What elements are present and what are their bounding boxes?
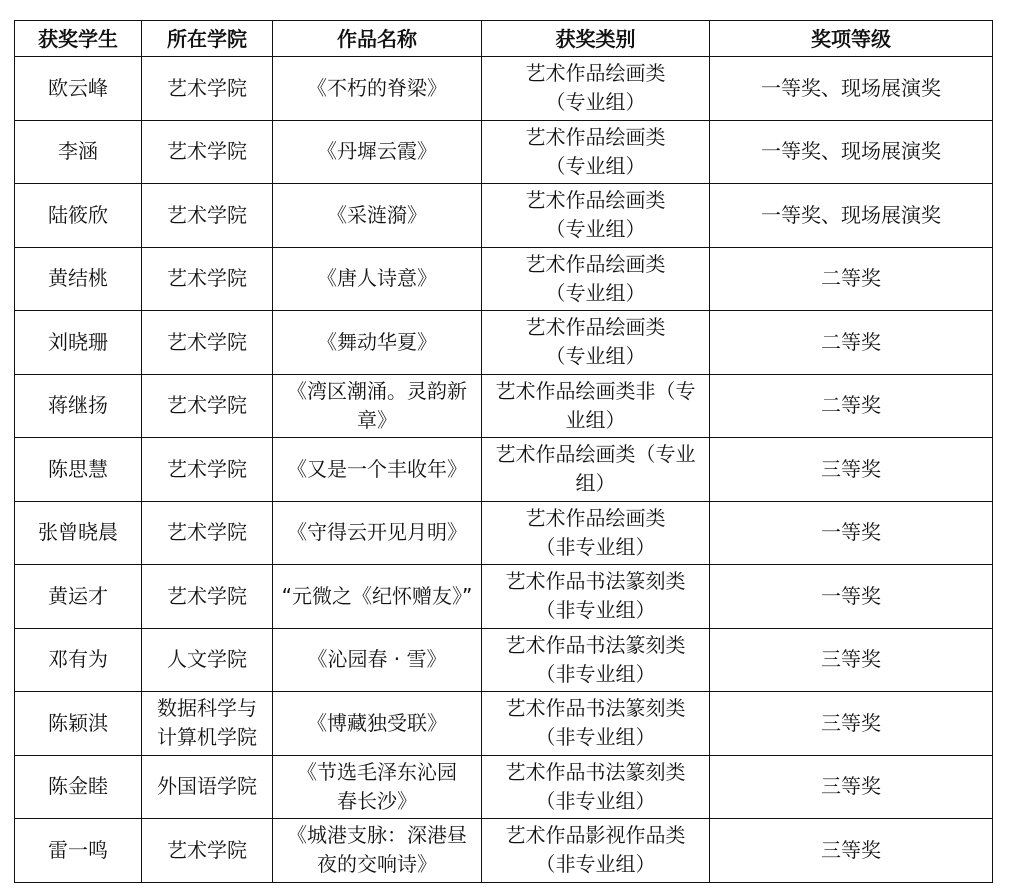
cell-award-category-text: 艺术作品书法篆刻类 （非专业组） <box>505 569 686 623</box>
cell-college-text: 艺术学院 <box>167 139 247 164</box>
cell-award-level <box>710 311 993 375</box>
table-row <box>15 565 993 629</box>
cell-award-level-text: 一等奖、现场展演奖 <box>761 139 941 164</box>
cell-award-level <box>710 57 993 121</box>
cell-award-category-text: 艺术作品绘画类（专业 组） <box>495 442 696 496</box>
cell-award-level-text: 二等奖 <box>821 329 881 354</box>
cell-work-title-text: 《又是一个丰收年》 <box>287 456 467 481</box>
cell-student <box>15 438 142 502</box>
cell-work-title-text: “元微之《纪怀赠友》” <box>281 583 473 608</box>
cell-award-category-text: 艺术作品书法篆刻类 （非专业组） <box>505 632 686 686</box>
cell-work-title <box>273 374 482 438</box>
cell-work-title <box>273 819 482 883</box>
cell-work-title <box>273 565 482 629</box>
cell-student <box>15 565 142 629</box>
cell-college-text: 艺术学院 <box>167 266 247 291</box>
cell-work-title-text: 《采涟漪》 <box>327 202 427 227</box>
cell-college <box>142 247 273 311</box>
cell-award-category-text: 艺术作品绘画类 （专业组） <box>525 61 666 115</box>
cell-college-text: 数据科学与 计算机学院 <box>157 696 257 750</box>
cell-award-category-text: 艺术作品绘画类非（专 业组） <box>495 378 696 432</box>
cell-work-title-text: 《沁园春 · 雪》 <box>307 647 447 672</box>
cell-work-title-text: 《博藏独受联》 <box>307 710 447 735</box>
table-row <box>15 438 993 502</box>
cell-work-title <box>273 438 482 502</box>
cell-student <box>15 692 142 756</box>
cell-student <box>15 120 142 184</box>
cell-award-category-text: 艺术作品书法篆刻类 （非专业组） <box>505 696 686 750</box>
cell-award-category <box>482 628 710 692</box>
header-award-category: 获奖类别 <box>482 21 710 57</box>
cell-work-title-text: 《湾区潮涌。灵韵新 章》 <box>287 378 467 432</box>
cell-college <box>142 120 273 184</box>
cell-student-text: 邓有为 <box>48 647 108 672</box>
cell-work-title <box>273 628 482 692</box>
cell-award-category <box>482 565 710 629</box>
cell-student-text: 陆筱欣 <box>48 202 108 227</box>
table-row <box>15 184 993 248</box>
cell-work-title-text: 《守得云开见月明》 <box>287 520 467 545</box>
cell-college-text: 艺术学院 <box>167 202 247 227</box>
cell-award-category-text: 艺术作品绘画类 （专业组） <box>525 188 666 242</box>
cell-work-title <box>273 247 482 311</box>
table-row <box>15 501 993 565</box>
cell-work-title-text: 《城港支脉：深港昼 夜的交响诗》 <box>287 823 467 877</box>
cell-award-level <box>710 438 993 502</box>
cell-award-level-text: 二等奖 <box>821 393 881 418</box>
cell-student-text: 黄运才 <box>48 583 108 608</box>
cell-award-category <box>482 819 710 883</box>
cell-award-level <box>710 120 993 184</box>
cell-student-text: 陈思慧 <box>48 456 108 481</box>
cell-award-level-text: 三等奖 <box>821 774 881 799</box>
header-work-title: 作品名称 <box>273 21 482 57</box>
cell-award-level-text: 三等奖 <box>821 710 881 735</box>
cell-award-category-text: 艺术作品绘画类 （专业组） <box>525 251 666 305</box>
cell-award-level-text: 三等奖 <box>821 647 881 672</box>
cell-work-title <box>273 57 482 121</box>
cell-student-text: 雷一鸣 <box>48 837 108 862</box>
cell-award-level-text: 一等奖 <box>821 520 881 545</box>
cell-student-text: 陈金睦 <box>48 774 108 799</box>
cell-college <box>142 819 273 883</box>
cell-work-title-text: 《丹墀云霞》 <box>317 139 437 164</box>
cell-student <box>15 819 142 883</box>
cell-award-level <box>710 374 993 438</box>
cell-college-text: 外国语学院 <box>157 774 257 799</box>
cell-work-title-text: 《唐人诗意》 <box>317 266 437 291</box>
cell-college-text: 艺术学院 <box>167 837 247 862</box>
cell-award-level <box>710 501 993 565</box>
cell-student-text: 张曾晓晨 <box>38 520 118 545</box>
cell-college <box>142 438 273 502</box>
cell-award-category <box>482 374 710 438</box>
cell-work-title <box>273 501 482 565</box>
table-row <box>15 311 993 375</box>
cell-college <box>142 184 273 248</box>
header-college: 所在学院 <box>142 21 273 57</box>
cell-student-text: 李涵 <box>58 139 98 164</box>
cell-college <box>142 692 273 756</box>
cell-college <box>142 501 273 565</box>
cell-student <box>15 755 142 819</box>
cell-award-category-text: 艺术作品绘画类 （非专业组） <box>525 505 666 559</box>
cell-award-level-text: 三等奖 <box>821 456 881 481</box>
cell-award-category <box>482 692 710 756</box>
cell-work-title <box>273 120 482 184</box>
cell-award-category <box>482 247 710 311</box>
cell-work-title <box>273 311 482 375</box>
cell-award-level-text: 二等奖 <box>821 266 881 291</box>
cell-award-level <box>710 819 993 883</box>
cell-award-level-text: 一等奖 <box>821 583 881 608</box>
cell-award-level <box>710 184 993 248</box>
cell-student-text: 欧云峰 <box>48 75 108 100</box>
cell-award-level-text: 三等奖 <box>821 837 881 862</box>
table-row <box>15 628 993 692</box>
cell-award-category <box>482 184 710 248</box>
table-row <box>15 120 993 184</box>
table-row <box>15 247 993 311</box>
cell-award-level <box>710 692 993 756</box>
cell-award-level-text: 一等奖、现场展演奖 <box>761 75 941 100</box>
cell-award-level <box>710 755 993 819</box>
cell-award-category <box>482 311 710 375</box>
header-student: 获奖学生 <box>15 21 142 57</box>
table-row <box>15 819 993 883</box>
cell-college <box>142 565 273 629</box>
cell-award-category <box>482 438 710 502</box>
cell-student-text: 蒋继扬 <box>48 393 108 418</box>
cell-student <box>15 184 142 248</box>
cell-college-text: 艺术学院 <box>167 583 247 608</box>
cell-work-title-text: 《节选毛泽东沁园 春长沙》 <box>297 759 457 813</box>
cell-award-level <box>710 628 993 692</box>
cell-college <box>142 755 273 819</box>
cell-work-title <box>273 755 482 819</box>
cell-work-title-text: 《不朽的脊梁》 <box>307 75 447 100</box>
cell-college-text: 艺术学院 <box>167 393 247 418</box>
cell-student <box>15 374 142 438</box>
cell-award-category-text: 艺术作品影视作品类 （非专业组） <box>505 823 686 877</box>
cell-student <box>15 247 142 311</box>
table-row <box>15 374 993 438</box>
cell-award-level <box>710 565 993 629</box>
table-row <box>15 692 993 756</box>
table-header-row <box>15 21 993 57</box>
cell-student-text: 黄结桃 <box>48 266 108 291</box>
cell-college-text: 艺术学院 <box>167 520 247 545</box>
cell-award-category <box>482 57 710 121</box>
cell-college-text: 人文学院 <box>167 647 247 672</box>
awards-table <box>14 20 993 883</box>
cell-student <box>15 311 142 375</box>
cell-college-text: 艺术学院 <box>167 75 247 100</box>
cell-student-text: 陈颖淇 <box>48 710 108 735</box>
cell-work-title <box>273 184 482 248</box>
cell-student <box>15 501 142 565</box>
table-body <box>15 57 993 883</box>
cell-college <box>142 374 273 438</box>
table-row <box>15 57 993 121</box>
cell-college <box>142 311 273 375</box>
cell-award-category <box>482 755 710 819</box>
cell-award-category-text: 艺术作品书法篆刻类 （非专业组） <box>505 759 686 813</box>
cell-college <box>142 57 273 121</box>
cell-award-category-text: 艺术作品绘画类 （专业组） <box>525 124 666 178</box>
cell-college <box>142 628 273 692</box>
header-award-level: 奖项等级 <box>710 21 993 57</box>
cell-college-text: 艺术学院 <box>167 456 247 481</box>
cell-student <box>15 57 142 121</box>
cell-student-text: 刘晓珊 <box>48 329 108 354</box>
cell-college-text: 艺术学院 <box>167 329 247 354</box>
cell-award-level-text: 一等奖、现场展演奖 <box>761 202 941 227</box>
cell-award-category <box>482 501 710 565</box>
cell-work-title <box>273 692 482 756</box>
table-row <box>15 755 993 819</box>
cell-award-category-text: 艺术作品绘画类 （专业组） <box>525 315 666 369</box>
cell-student <box>15 628 142 692</box>
cell-work-title-text: 《舞动华夏》 <box>317 329 437 354</box>
cell-award-category <box>482 120 710 184</box>
cell-award-level <box>710 247 993 311</box>
